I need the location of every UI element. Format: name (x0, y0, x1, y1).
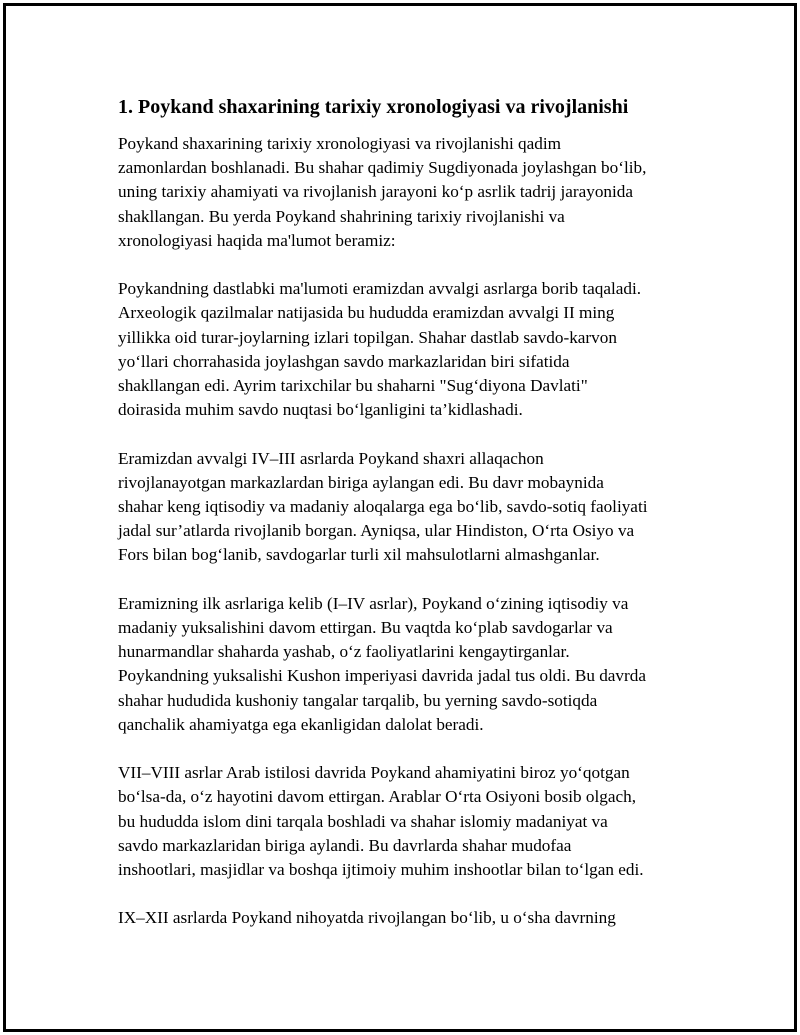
paragraph-vii-viii-centuries: VII–VIII asrlar Arab istilosi davrida Poykand ahamiyatini biroz yo‘qotgan bo‘lsa-da, o‘z hayotini davom ettirgan. Arablar O‘rta Osiyoni bosib olgach, bu hududda islom dini tarqala boshladi va shahar islomiy madaniyat va savdo markazlaridan biriga aylandi. Bu davrlarda shahar mudofaa inshootlari, masjidlar va boshqa ijtimoiy muhim inshootlar bilan to‘lgan edi. (118, 763, 644, 880)
paragraph-early-history: Poykandning dastlabki ma'lumoti eramizdan avvalgi asrlarga borib taqaladi. Arxeologik qazilmalar natijasida bu hududda eramizdan avvalgi II ming yillikka oid turar-joylarning izlari topilgan. Shahar dastlab savdo-karvon yo‘llari chorrahasida joylashgan savdo markazlaridan biri sifatida shakllangan edi. Ayrim tarixchilar bu shaharni "Sug‘diyona Davlati" doirasida muhim savdo nuqtasi bo‘lganligini ta’kidlashadi. (118, 279, 642, 420)
paragraph-i-iv-centuries: Eramizning ilk asrlariga kelib (I–IV asrlar), Poykand o‘zining iqtisodiy va madaniy yuksalishini davom ettirgan. Bu vaqtda ko‘plab savdogarlar va hunarmandlar shaharda yashab, o‘z faoliyatlarini kengaytirganlar. Poykandning yuksalishi Kushon imperiyasi davrida jadal tus oldi. Bu davrda shahar hududida kushoniy tangalar tarqalib, bu yerning savdo-sotiqda qanchalik ahamiyatga ega ekanligidan dalolat beradi. (118, 593, 646, 734)
paragraph-intro: Poykand shaxarining tarixiy xronologiyasi va rivojlanishi qadim zamonlardan boshlanadi. Bu shahar qadimiy Sugdiyonada joylashgan bo‘lib, uning tarixiy ahamiyati va rivojlanish jarayoni ko‘p asrlik tadrij jarayonida shakllangan. Bu yerda Poykand shahrining tarixiy rivojlanishi va xronologiyasi haqida ma'lumot beramiz: (118, 134, 647, 250)
paragraph-ix-xii-centuries: IX–XII asrlarda Poykand nihoyatda rivojlangan bo‘lib, u o‘sha davrning (118, 908, 616, 928)
section-heading: 1. Poykand shaxarining tarixiy xronologiyasi va rivojlanishi (118, 96, 629, 118)
paragraph-iv-iii-centuries-bc: Eramizdan avvalgi IV–III asrlarda Poykand shaxri allaqachon rivojlanayotgan markazlardan biriga aylangan edi. Bu davr mobaynida shahar keng iqtisodiy va madaniy aloqalarga ega bo‘lib, savdo-sotiq faoliyati jadal sur’atlarda rivojlanib borgan. Ayniqsa, ular Hindiston, O‘rta Osiyo va Fors bilan bog‘lanib, savdogarlar turli xil mahsulotlarni almashganlar. (118, 448, 648, 565)
document-body (118, 94, 698, 955)
